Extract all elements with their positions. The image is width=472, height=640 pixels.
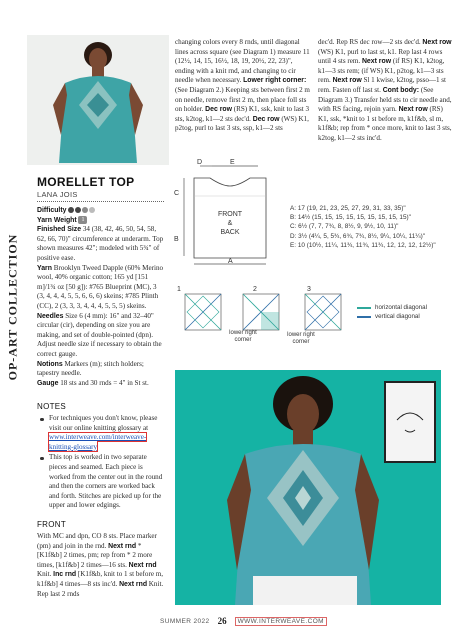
- label-d: D: [197, 159, 203, 166]
- schematic-center-label: FRONT & BACK: [217, 211, 243, 236]
- instruction-text: (See Diagram 2.) Keeping sts between first 2 m on needle, remove first 2 m, then place foll sts on holder.: [175, 85, 310, 114]
- diagram-2: [243, 294, 279, 330]
- diagram-2-label: lower right corner: [229, 330, 257, 343]
- model-photo-top: [27, 35, 169, 165]
- diagram-3: [305, 294, 341, 330]
- knitting-diagrams: [175, 286, 465, 366]
- page-number: 26: [217, 616, 227, 626]
- instruction-text: dec'd. Rep RS dec row—2 sts dec'd.: [318, 38, 423, 46]
- pattern-designer: LANA JOIS: [37, 190, 78, 199]
- difficulty-dots: [68, 206, 96, 214]
- instruction-keyword: Next rnd: [119, 580, 148, 588]
- instruction-text: changing colors every 8 rnds, until diagonal lines across square (see Diagram 1) measure 11 (12½, 14, 15, 16½, 18, 19, 20½, 22, 23)", ending with a knit rnd, and changing to cir needle when necessary.: [175, 38, 310, 85]
- instruction-keyword: Next rnd: [108, 542, 137, 550]
- spec-finished-size: Finished Size 34 (38, 42, 46, 50, 54, 58, 62, 66, 70)" circumference at underarm. Top shown measures 42"; modeled with 5¾" of positive ease.: [37, 225, 164, 262]
- instruction-keyword: Next rnd: [128, 561, 157, 569]
- measurements-list: A: 17 (19, 21, 23, 25, 27, 29, 31, 33, 35)" B: 14½ (15, 15, 15, 15, 15, 15, 15, 15, 15)" C: 6½ (7, 7, 7¾, 8, 8½, 9, 9½, 10, 11)" D: 3½ (4¼, 5, 5¾, 6¾, 7¾, 8½, 9¼, 10¼, 11¼)" E: 10 (10½, 11¼, 11¾, 11¾, 11¾, 12, 12, 12, 12½)": [290, 205, 436, 249]
- instruction-keyword: Next row: [361, 58, 392, 66]
- photo-top-illustration: [27, 35, 169, 165]
- instruction-keyword: Dec row: [252, 115, 280, 123]
- yarn-weight-badge: 1: [78, 216, 87, 224]
- diagram-drawings: [175, 286, 350, 358]
- issue-label: SUMMER 2022: [160, 617, 210, 625]
- page-footer: [160, 616, 460, 626]
- pattern-text-column-2: [175, 38, 310, 134]
- spec-yarn-weight: Yarn Weight 1: [37, 216, 165, 226]
- diagram-2-number: 2: [253, 286, 257, 293]
- instruction-text: (See Diagram 3.) Transfer held sts to cir needle and, with RS facing, rejoin yarn.: [318, 85, 452, 114]
- instruction-keyword: Dec row: [205, 106, 232, 114]
- instruction-keyword: Next row: [398, 106, 428, 114]
- instruction-keyword: Next row: [422, 39, 452, 46]
- schematic-diagram: [170, 158, 460, 278]
- notes-heading: NOTES: [37, 402, 67, 411]
- legend-item: vertical diagonal: [357, 313, 467, 320]
- notes-section: [37, 414, 165, 512]
- spec-yarn: Yarn Brooklyn Tweed Dapple (60% Merino wool, 40% organic cotton; 165 yd [151 m]/1¾ oz [50 g]): #765 Blueprint (MC), 3 (3, 4, 4, 4, 5, 5, 6, 6, 6) skeins; #785 Plinth (CC), 2 (3, 3, 3, 4, 4, 4, 5, 5, 5) skeins.: [37, 263, 164, 310]
- legend-swatch: [357, 316, 371, 318]
- instruction-keyword: Lower right corner:: [243, 77, 307, 85]
- diagram-3-label: lower right corner: [287, 332, 315, 345]
- diagram-legend: [357, 304, 467, 320]
- legend-swatch: [357, 307, 371, 309]
- legend-item: horizontal diagonal: [357, 304, 467, 311]
- glossary-link[interactable]: www.interweave.com/interweave-knitting-glossary: [49, 433, 147, 451]
- instruction-text: With MC and dpn, CO 8 sts. Place marker (pm) and join in the rnd.: [37, 532, 157, 550]
- label-a: A: [228, 258, 233, 265]
- instruction-text: (if RS) K1, k2tog, k1—3 sts rem; (if WS) K1, p2tog, k1—3 sts rem.: [318, 57, 445, 85]
- pattern-text-column-3: [318, 38, 453, 144]
- instruction-text: (RS) K1, ssk, *knit to 1 st before m, k1f&b, sl m, k1f&b; rep from * once more, knit to last 3 sts, k2tog, k1—2 sts inc'd.: [318, 105, 452, 142]
- diagram-1: [185, 294, 221, 330]
- instruction-keyword: Inc rnd: [53, 571, 77, 579]
- spec-needles: Needles Size 6 (4 mm): 16" and 32–40" circular (cir), depending on size you are making, and set of double-pointed (dpn). Adjust needle size if necessary to obtain the correct gauge.: [37, 311, 162, 358]
- front-instructions: [37, 532, 165, 599]
- note-item: This top is worked in two separate pieces and seamed. Each piece is worked from the center out in the round and then the corners are worked back and forth. Stitches are picked up for the upper and lower edgings.: [37, 453, 165, 511]
- instruction-text: (WS) K1, purl to last st, k1. Rep last 4 rows until 4 sts rem.: [318, 47, 443, 66]
- photo-main-illustration: [175, 370, 441, 605]
- spec-gauge: Gauge 18 sts and 30 rnds = 4" in St st.: [37, 378, 149, 387]
- note-item: For techniques you don't know, please visit our online knitting glossary at www.interweave.com/interweave-knitting-glossary.: [37, 414, 165, 452]
- instruction-text: Knit. Rep last 2 rnds: [37, 579, 164, 598]
- title-divider: [37, 201, 165, 202]
- instruction-text: (RS) K1, ssk, knit to last 3 sts, k2tog, k1—2 sts dec'd.: [175, 105, 310, 123]
- label-c: C: [174, 190, 180, 197]
- pattern-title: MORELLET TOP: [37, 175, 135, 189]
- instruction-text: [K1f&b, knit to 1 st before m, k1f&b] 4 times—8 sts inc'd.: [37, 570, 164, 588]
- label-e: E: [230, 159, 235, 166]
- model-photo-main: [175, 370, 441, 605]
- instruction-text: (WS) K1, p2tog, purl to last 3 sts, ssp, k1—2 sts: [175, 114, 309, 133]
- label-b: B: [174, 236, 179, 243]
- section-title-vertical: OP-ART COLLECTION: [5, 233, 20, 381]
- instruction-text: Knit.: [37, 570, 54, 579]
- instruction-keyword: Next row: [332, 77, 362, 85]
- instruction-text: Sl 1 kwise, k2tog, psso—1 st rem. Fasten off last st.: [318, 76, 447, 94]
- instruction-text: *[K1f&b] 2 times, pm; rep from * 2 more times, [k1f&b] 2 times—16 sts.: [37, 541, 153, 569]
- pattern-specs: [37, 206, 165, 388]
- website-link[interactable]: WWW.INTERWEAVE.COM: [235, 617, 327, 626]
- spec-notions: Notions Markers (m); stitch holders; tapestry needle.: [37, 359, 144, 378]
- front-heading: FRONT: [37, 520, 67, 529]
- spec-difficulty: Difficulty: [37, 206, 165, 216]
- diagram-3-number: 3: [307, 286, 311, 293]
- instruction-keyword: Cont body:: [382, 86, 420, 94]
- diagram-1-number: 1: [177, 286, 181, 293]
